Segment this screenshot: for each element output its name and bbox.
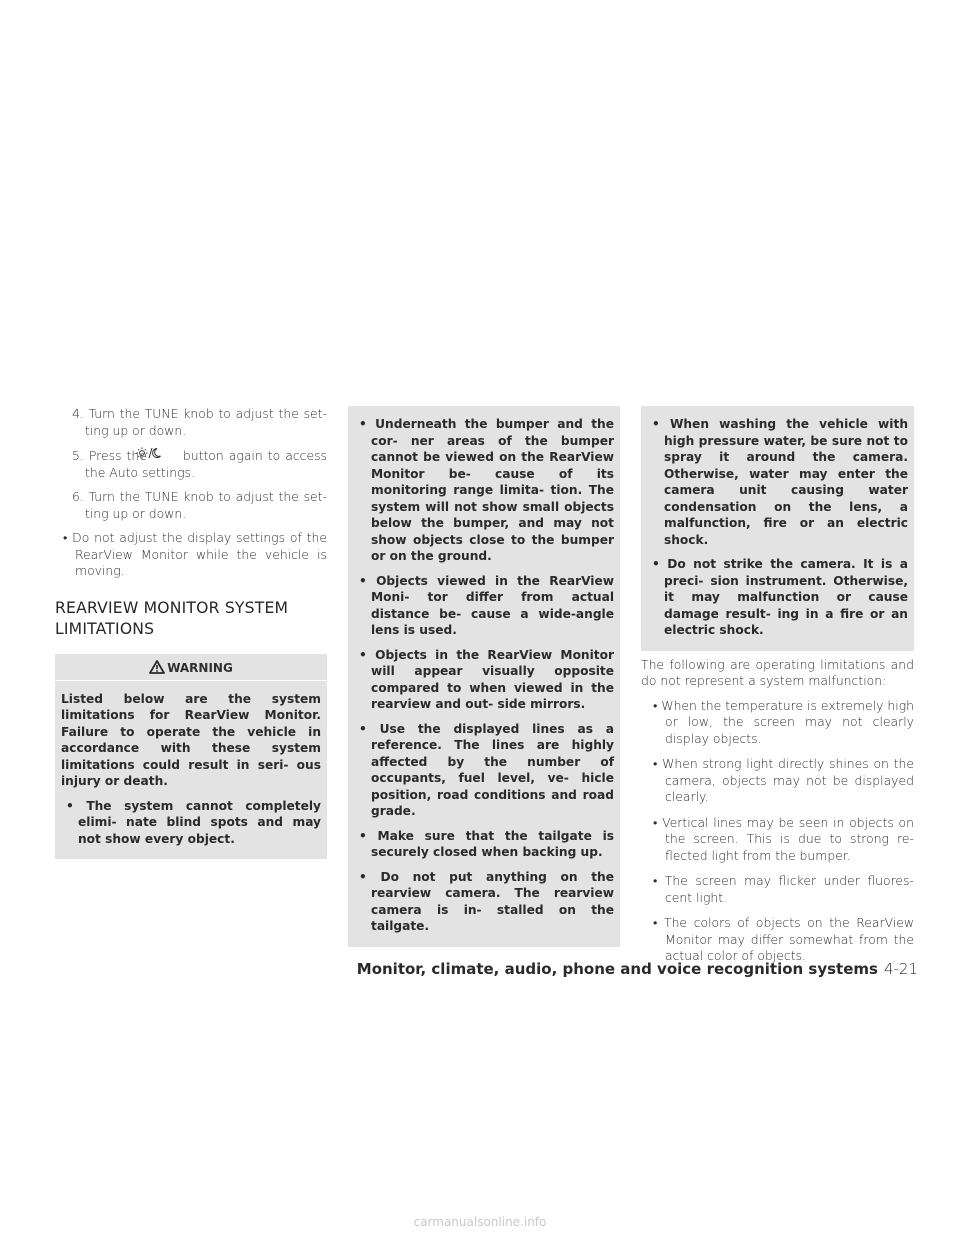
- bullet-text: Do not adjust the display settings of the RearView Monitor while the vehicle is moving.: [72, 530, 327, 578]
- bullet-marker: •: [653, 756, 658, 771]
- bullet-marker: •: [653, 697, 658, 713]
- bullet-marker: •: [653, 873, 658, 888]
- heading-line-1: REARVIEW MONITOR SYSTEM: [55, 598, 289, 617]
- step-number: 6.: [72, 489, 84, 504]
- limitation-item: [641, 873, 914, 906]
- limitation-item: [641, 915, 914, 965]
- bullet-marker: •: [653, 915, 658, 930]
- bullet-marker: •: [359, 573, 367, 588]
- limitation-item: [641, 756, 914, 806]
- step-text-pre: Press the: [88, 448, 147, 463]
- bullet-text: The colors of objects on the RearView Monitor may differ somewhat from the actual color of objects.: [664, 915, 914, 963]
- bullet-text: Objects viewed in the RearView Moni- tor differ from actual distance be- cause a wide-angle lens is used.: [371, 573, 614, 637]
- bullet-text: When strong light directly shines on the camera, objects may not be displayed clearly.: [662, 756, 914, 804]
- bullet-item: [55, 530, 327, 580]
- warning-bullet: [354, 869, 614, 935]
- limitation-item: [641, 815, 914, 865]
- warning-bullet: [647, 416, 908, 548]
- right-column: [641, 406, 914, 974]
- bullet-marker: •: [63, 530, 68, 545]
- section-heading: [55, 598, 327, 640]
- page-number: 4-21: [883, 960, 918, 978]
- bullet-marker: •: [653, 814, 658, 830]
- bullet-text: When the temperature is extremely high or low, the screen may not clearly display objects.: [661, 697, 914, 746]
- warning-header: [55, 654, 327, 681]
- step-text: Turn the TUNE knob to adjust the set- ting up or down.: [85, 406, 327, 438]
- bullet-marker: •: [359, 721, 367, 736]
- bullet-text: Do not strike the camera. It is a preci- sion instrument. Otherwise, it may malfunction or cause damage result- ing in a fire or an electric shock.: [664, 557, 908, 637]
- warning-triangle-icon: [149, 660, 165, 674]
- warning-bullet: [354, 573, 614, 639]
- warning-box-continued: [641, 406, 914, 651]
- middle-column: [348, 406, 620, 947]
- step-text-post: button again to access the Auto settings.: [85, 448, 327, 480]
- warning-bullet: [354, 416, 614, 565]
- bullet-marker: •: [359, 828, 367, 843]
- bullet-text: The system cannot completely elimi- nate blind spots and may not show every object.: [78, 798, 321, 846]
- warning-bullet: [61, 798, 321, 848]
- bullet-text: Vertical lines may be seen in objects on the screen. This is due to strong re- flected light from the bumper.: [662, 814, 914, 863]
- bullet-text: Objects in the RearView Monitor will appear visually opposite compared to when viewed in the rearview and out- side mirrors.: [371, 647, 614, 711]
- bullet-text: Underneath the bumper and the cor- ner areas of the bumper cannot be viewed on the RearView Monitor be- cause of its monitoring range limita- tion. The system will not show small objects below the bumper, and may not show objects close to the bumper or on the ground.: [371, 417, 614, 563]
- step-4: [55, 406, 327, 439]
- warning-bullet: [647, 556, 908, 639]
- step-text: Turn the TUNE knob to adjust the set- ting up or down.: [85, 489, 327, 521]
- bullet-marker: •: [652, 557, 660, 571]
- heading-line-2: LIMITATIONS: [55, 619, 155, 638]
- page-footer: [357, 960, 918, 978]
- brightness-day-night-icon: [149, 447, 175, 459]
- warning-bullet: [354, 721, 614, 820]
- warning-box-continued: [348, 406, 620, 947]
- bullet-marker: •: [359, 647, 367, 662]
- warning-bullet: [354, 647, 614, 713]
- bullet-text: Do not put anything on the rearview camera. The rearview camera is in- stalled on the tailgate.: [371, 869, 614, 933]
- bullet-marker: •: [66, 798, 74, 813]
- bullet-text: The screen may flicker under fluores- cent light.: [664, 873, 914, 905]
- warning-intro: Listed below are the system limitations for RearView Monitor. Failure to operate the vehicle in accordance with these system limitations could result in seri- ous injury or death.: [61, 691, 321, 788]
- bullet-marker: •: [359, 417, 367, 431]
- step-5: [55, 447, 327, 481]
- bullet-text: Use the displayed lines as a reference. The lines are highly affected by the number of occupants, fuel level, ve- hicle position, road conditions and road grade.: [371, 721, 614, 818]
- bullet-marker: •: [652, 417, 660, 431]
- step-number: 5.: [72, 448, 84, 463]
- warning-bullet: [354, 828, 614, 861]
- limitations-intro: The following are operating limitations and do not represent a system malfunction:: [641, 656, 914, 688]
- watermark: carmanualsonline.info: [413, 1215, 547, 1229]
- limitation-item: [641, 698, 914, 748]
- chapter-title: Monitor, climate, audio, phone and voice recognition systems: [356, 960, 878, 978]
- step-number: 4.: [72, 406, 84, 421]
- step-6: [55, 489, 327, 522]
- warning-box: [55, 654, 327, 860]
- left-column: [55, 406, 327, 859]
- warning-label: WARNING: [167, 660, 233, 675]
- bullet-marker: •: [359, 869, 367, 884]
- bullet-text: When washing the vehicle with high pressure water, be sure not to spray it around the camera. Otherwise, water may enter the camera unit causing water condensation on the lens, a malfunction, fire or an electric shock.: [664, 417, 908, 547]
- bullet-text: Make sure that the tailgate is securely closed when backing up.: [371, 828, 614, 859]
